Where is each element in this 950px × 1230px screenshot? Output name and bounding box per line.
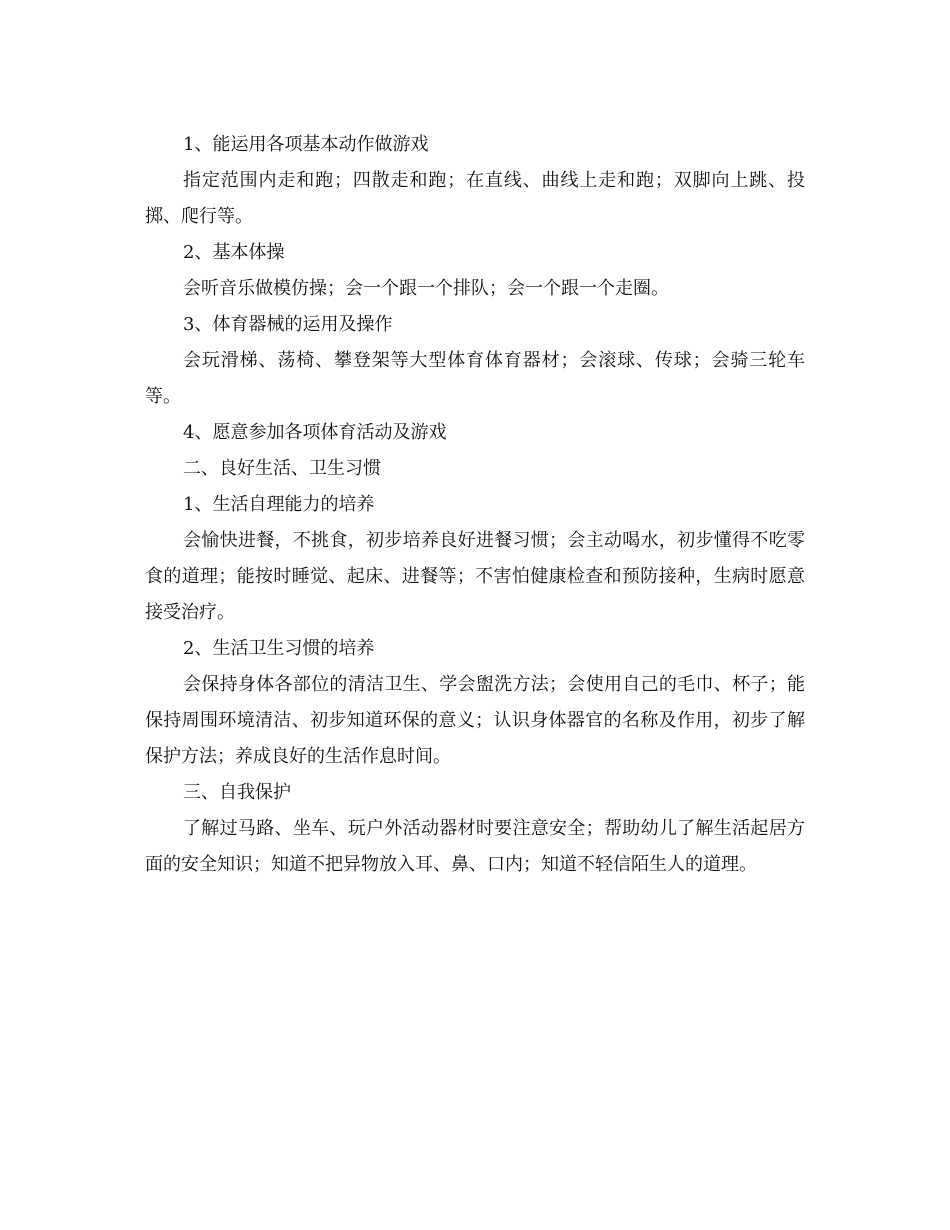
section-heading-self-protection: 三、自我保护 [183,782,291,803]
heading-hygiene-habits: 2、生活卫生习惯的培养 [183,638,375,659]
heading-willing-participate: 4、愿意参加各项体育活动及游戏 [183,422,447,443]
document-body [145,127,805,883]
paragraph-basic-movements: 指定范围内走和跑；四散走和跑；在直线、曲线上走和跑；双脚向上跳、投掷、爬行等。 [145,170,805,227]
heading-basic-movements: 1、能运用各项基本动作做游戏 [183,134,429,155]
heading-self-care: 1、生活自理能力的培养 [183,494,375,515]
section-heading-good-habits: 二、良好生活、卫生习惯 [183,458,381,479]
paragraph-basic-gymnastics: 会听音乐做模仿操；会一个跟一个排队；会一个跟一个走圈。 [183,278,669,299]
paragraph-self-protection: 了解过马路、坐车、玩户外活动器材时要注意安全；帮助幼儿了解生活起居方面的安全知识；知道不把异物放入耳、鼻、口内；知道不轻信陌生人的道理。 [145,818,805,875]
paragraph-sports-equipment: 会玩滑梯、荡椅、攀登架等大型体育体育器材；会滚球、传球；会骑三轮车等。 [145,350,805,407]
paragraph-self-care: 会愉快进餐，不挑食，初步培养良好进餐习惯；会主动喝水，初步懂得不吃零食的道理；能按时睡觉、起床、进餐等；不害怕健康检查和预防接种，生病时愿意接受治疗。 [145,530,805,623]
heading-sports-equipment: 3、体育器械的运用及操作 [183,314,393,335]
heading-basic-gymnastics: 2、基本体操 [183,242,285,263]
paragraph-hygiene-habits: 会保持身体各部位的清洁卫生、学会盥洗方法；会使用自己的毛巾、杯子；能保持周围环境清洁、初步知道环保的意义；认识身体器官的名称及作用，初步了解保护方法；养成良好的生活作息时间。 [145,674,805,767]
